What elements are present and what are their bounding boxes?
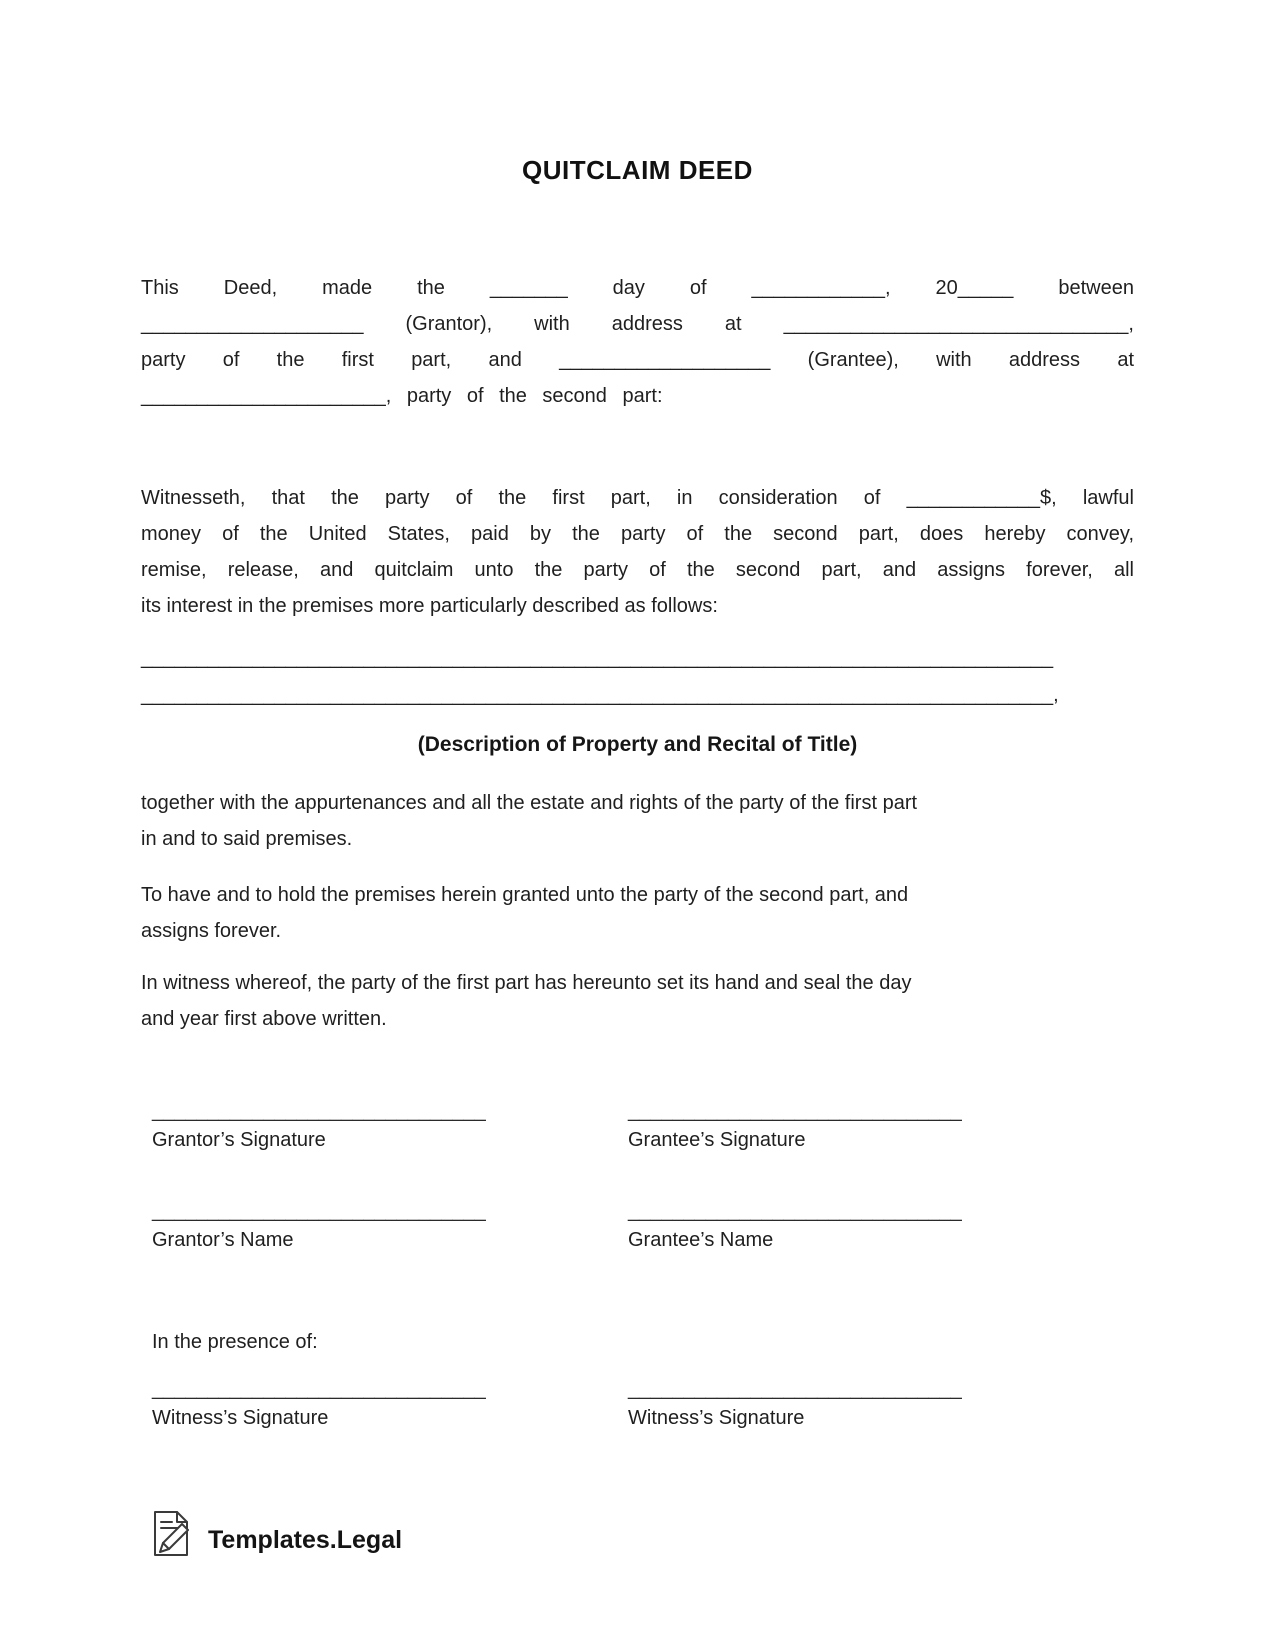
- together-paragraph: [141, 785, 1134, 857]
- intro-line-2: ____________________ (Grantor), with address at _______________________________,: [141, 313, 1134, 335]
- witness-right-signature-label: Witness’s Signature: [628, 1407, 805, 1429]
- presence-label: In the presence of:: [152, 1331, 318, 1353]
- description-heading: (Description of Property and Recital of Title): [417, 733, 858, 756]
- witnesseth-line-1: Witnesseth, that the party of the first part, in consideration of ____________$, lawful: [141, 487, 1134, 509]
- grantor-name-line: ______________________________: [152, 1200, 486, 1222]
- witnesseth-paragraph: [141, 480, 1134, 624]
- witnesseth-line-4: its interest in the premises more particularly described as follows:: [141, 595, 718, 617]
- signature-row-names: [141, 1197, 1134, 1255]
- grantee-signature-label: Grantee’s Signature: [628, 1129, 806, 1151]
- description-blank-line-1: __________________________________________________________________________________: [141, 647, 1054, 669]
- grantor-name-label: Grantor’s Name: [152, 1229, 294, 1251]
- description-blank-line-2: __________________________________________________________________________________,: [141, 684, 1059, 706]
- in-witness-line-2: and year first above written.: [141, 1008, 387, 1030]
- grantee-name-label: Grantee’s Name: [628, 1229, 774, 1251]
- witness-left-signature-label: Witness’s Signature: [152, 1407, 329, 1429]
- intro-line-1: This Deed, made the _______ day of ____________, 20_____ between: [141, 277, 1134, 299]
- document-pencil-icon: [148, 1509, 194, 1571]
- together-line-1: together with the appurtenances and all the estate and rights of the party of the first part: [141, 792, 918, 814]
- grantee-name-line: ______________________________: [628, 1200, 962, 1222]
- signature-row-witnesses: [141, 1375, 1134, 1433]
- grantor-name-block: [141, 1197, 617, 1255]
- in-witness-line-1: In witness whereof, the party of the first part has hereunto set its hand and seal the day: [141, 972, 912, 994]
- witnesseth-line-2: money of the United States, paid by the party of the second part, does hereby convey,: [141, 523, 1134, 545]
- together-line-2: in and to said premises.: [141, 828, 353, 850]
- witnesseth-line-3: remise, release, and quitclaim unto the party of the second part, and assigns forever, all: [141, 559, 1134, 581]
- intro-line-3: party of the first part, and ___________________ (Grantee), with address at: [141, 349, 1134, 371]
- witness-left-signature-line: ______________________________: [152, 1378, 486, 1400]
- in-witness-paragraph: [141, 965, 1134, 1037]
- grantor-signature-block: [141, 1097, 617, 1155]
- brand-footer: [141, 1509, 1134, 1571]
- page-title: QUITCLAIM DEED: [522, 155, 753, 185]
- to-have-paragraph: [141, 877, 1134, 949]
- witness-right-block: [617, 1375, 1134, 1433]
- intro-line-4: ______________________, party of the second part:: [141, 385, 663, 407]
- witness-right-signature-line: ______________________________: [628, 1378, 962, 1400]
- grantee-name-block: [617, 1197, 1134, 1255]
- witness-left-block: [141, 1375, 617, 1433]
- grantor-signature-label: Grantor’s Signature: [152, 1129, 326, 1151]
- to-have-line-2: assigns forever.: [141, 920, 282, 942]
- to-have-line-1: To have and to hold the premises herein granted unto the party of the second part, and: [141, 884, 909, 906]
- grantee-signature-line: ______________________________: [628, 1100, 962, 1122]
- grantee-signature-block: [617, 1097, 1134, 1155]
- signature-row-signatures: [141, 1097, 1134, 1155]
- intro-paragraph: [141, 270, 1134, 414]
- brand-name: Templates.Legal: [208, 1526, 403, 1554]
- property-description-blanks: [141, 640, 1134, 714]
- grantor-signature-line: ______________________________: [152, 1100, 486, 1122]
